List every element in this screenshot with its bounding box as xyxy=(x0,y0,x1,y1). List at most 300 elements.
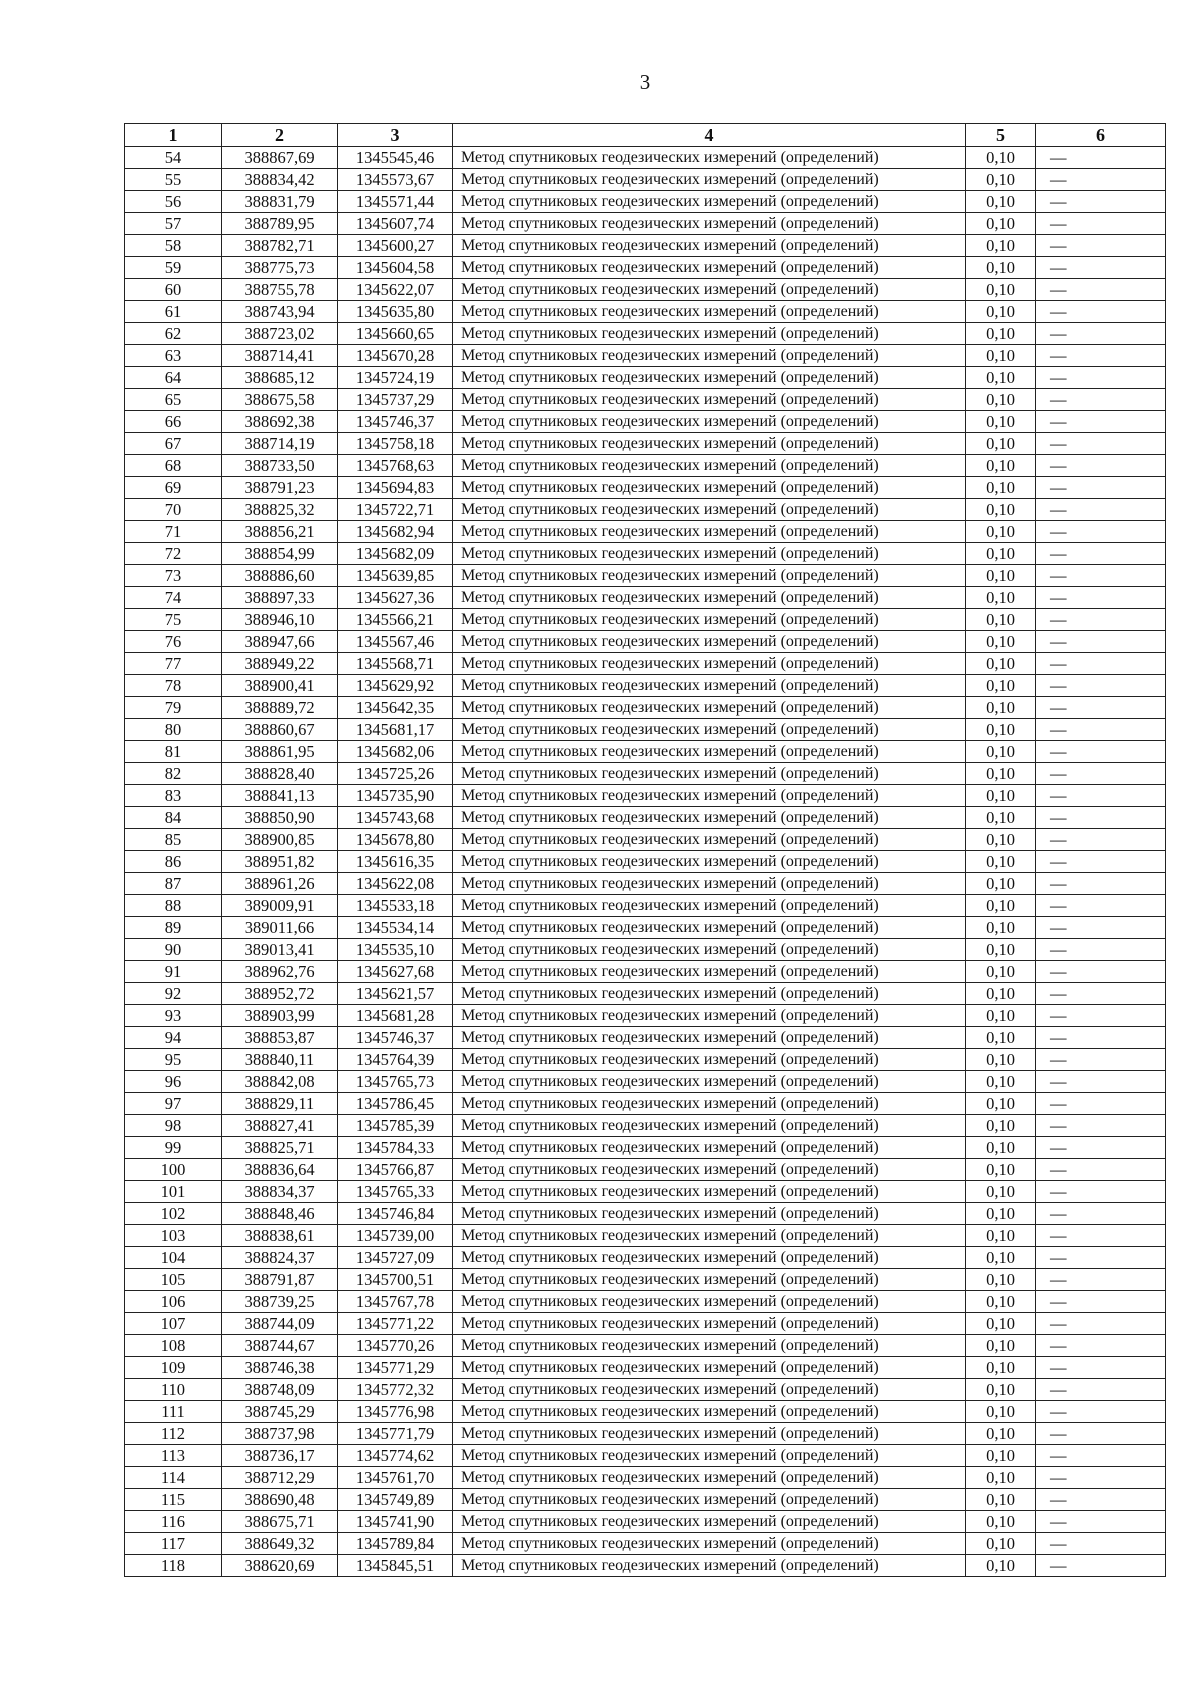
table-row xyxy=(125,1071,1166,1093)
method-cell: Метод спутниковых геодезических измерений (определений) xyxy=(453,719,966,741)
coordinate-y: 1345545,46 xyxy=(338,147,453,169)
coordinate-x: 388867,69 xyxy=(222,147,338,169)
accuracy-cell: 0,10 xyxy=(966,1379,1036,1401)
accuracy-cell: 0,10 xyxy=(966,1511,1036,1533)
point-number: 97 xyxy=(125,1093,222,1115)
table-row xyxy=(125,1269,1166,1291)
accuracy-cell: 0,10 xyxy=(966,1357,1036,1379)
point-number: 108 xyxy=(125,1335,222,1357)
dash-cell: — xyxy=(1036,1423,1166,1445)
coordinate-y: 1345727,09 xyxy=(338,1247,453,1269)
table-row xyxy=(125,1313,1166,1335)
accuracy-cell: 0,10 xyxy=(966,1467,1036,1489)
dash-cell: — xyxy=(1036,1181,1166,1203)
method-cell: Метод спутниковых геодезических измерений (определений) xyxy=(453,1357,966,1379)
accuracy-cell: 0,10 xyxy=(966,1225,1036,1247)
coordinate-x: 388733,50 xyxy=(222,455,338,477)
table-header-row xyxy=(125,124,1166,147)
coordinate-x: 388690,48 xyxy=(222,1489,338,1511)
dash-cell: — xyxy=(1036,1137,1166,1159)
table-row xyxy=(125,939,1166,961)
dash-cell: — xyxy=(1036,763,1166,785)
dash-cell: — xyxy=(1036,1049,1166,1071)
method-cell: Метод спутниковых геодезических измерений (определений) xyxy=(453,1335,966,1357)
dash-cell: — xyxy=(1036,499,1166,521)
table-row xyxy=(125,477,1166,499)
coordinate-y: 1345725,26 xyxy=(338,763,453,785)
dash-cell: — xyxy=(1036,587,1166,609)
table-row xyxy=(125,147,1166,169)
coordinate-x: 388775,73 xyxy=(222,257,338,279)
point-number: 95 xyxy=(125,1049,222,1071)
coordinate-y: 1345739,00 xyxy=(338,1225,453,1247)
accuracy-cell: 0,10 xyxy=(966,1071,1036,1093)
table-row xyxy=(125,587,1166,609)
table-row xyxy=(125,499,1166,521)
coordinate-y: 1345761,70 xyxy=(338,1467,453,1489)
method-cell: Метод спутниковых геодезических измерений (определений) xyxy=(453,1093,966,1115)
point-number: 88 xyxy=(125,895,222,917)
table-row xyxy=(125,1291,1166,1313)
accuracy-cell: 0,10 xyxy=(966,697,1036,719)
dash-cell: — xyxy=(1036,1533,1166,1555)
table-row xyxy=(125,1181,1166,1203)
point-number: 55 xyxy=(125,169,222,191)
dash-cell: — xyxy=(1036,367,1166,389)
accuracy-cell: 0,10 xyxy=(966,763,1036,785)
dash-cell: — xyxy=(1036,147,1166,169)
header-col-1: 1 xyxy=(125,124,222,147)
coordinate-x: 388949,22 xyxy=(222,653,338,675)
table-row xyxy=(125,411,1166,433)
coordinate-y: 1345694,83 xyxy=(338,477,453,499)
coordinate-y: 1345627,36 xyxy=(338,587,453,609)
coordinate-x: 388900,85 xyxy=(222,829,338,851)
method-cell: Метод спутниковых геодезических измерений (определений) xyxy=(453,1005,966,1027)
accuracy-cell: 0,10 xyxy=(966,741,1036,763)
method-cell: Метод спутниковых геодезических измерений (определений) xyxy=(453,1115,966,1137)
point-number: 104 xyxy=(125,1247,222,1269)
point-number: 71 xyxy=(125,521,222,543)
coordinate-x: 388748,09 xyxy=(222,1379,338,1401)
accuracy-cell: 0,10 xyxy=(966,1181,1036,1203)
method-cell: Метод спутниковых геодезических измерений (определений) xyxy=(453,301,966,323)
accuracy-cell: 0,10 xyxy=(966,829,1036,851)
point-number: 117 xyxy=(125,1533,222,1555)
dash-cell: — xyxy=(1036,235,1166,257)
table-row xyxy=(125,191,1166,213)
coordinate-x: 388824,37 xyxy=(222,1247,338,1269)
method-cell: Метод спутниковых геодезических измерений (определений) xyxy=(453,1247,966,1269)
dash-cell: — xyxy=(1036,1247,1166,1269)
coordinate-y: 1345771,29 xyxy=(338,1357,453,1379)
point-number: 111 xyxy=(125,1401,222,1423)
dash-cell: — xyxy=(1036,1489,1166,1511)
coordinate-y: 1345670,28 xyxy=(338,345,453,367)
point-number: 94 xyxy=(125,1027,222,1049)
coordinate-y: 1345681,17 xyxy=(338,719,453,741)
point-number: 66 xyxy=(125,411,222,433)
coordinate-y: 1345660,65 xyxy=(338,323,453,345)
accuracy-cell: 0,10 xyxy=(966,433,1036,455)
coordinate-x: 388789,95 xyxy=(222,213,338,235)
point-number: 73 xyxy=(125,565,222,587)
method-cell: Метод спутниковых геодезических измерений (определений) xyxy=(453,169,966,191)
coordinate-x: 388745,29 xyxy=(222,1401,338,1423)
table-row xyxy=(125,675,1166,697)
coordinate-x: 388853,87 xyxy=(222,1027,338,1049)
point-number: 59 xyxy=(125,257,222,279)
method-cell: Метод спутниковых геодезических измерений (определений) xyxy=(453,1489,966,1511)
method-cell: Метод спутниковых геодезических измерений (определений) xyxy=(453,1511,966,1533)
point-number: 57 xyxy=(125,213,222,235)
accuracy-cell: 0,10 xyxy=(966,807,1036,829)
table-row xyxy=(125,521,1166,543)
dash-cell: — xyxy=(1036,697,1166,719)
point-number: 103 xyxy=(125,1225,222,1247)
coordinate-x: 388961,26 xyxy=(222,873,338,895)
point-number: 100 xyxy=(125,1159,222,1181)
dash-cell: — xyxy=(1036,719,1166,741)
dash-cell: — xyxy=(1036,1203,1166,1225)
method-cell: Метод спутниковых геодезических измерений (определений) xyxy=(453,939,966,961)
dash-cell: — xyxy=(1036,1115,1166,1137)
method-cell: Метод спутниковых геодезических измерений (определений) xyxy=(453,433,966,455)
point-number: 69 xyxy=(125,477,222,499)
coordinate-x: 388886,60 xyxy=(222,565,338,587)
coordinate-x: 388825,32 xyxy=(222,499,338,521)
method-cell: Метод спутниковых геодезических измерений (определений) xyxy=(453,565,966,587)
dash-cell: — xyxy=(1036,1555,1166,1577)
coordinate-y: 1345566,21 xyxy=(338,609,453,631)
method-cell: Метод спутниковых геодезических измерений (определений) xyxy=(453,1423,966,1445)
table-row xyxy=(125,1357,1166,1379)
header-col-4: 4 xyxy=(453,124,966,147)
coordinate-y: 1345534,14 xyxy=(338,917,453,939)
dash-cell: — xyxy=(1036,301,1166,323)
method-cell: Метод спутниковых геодезических измерений (определений) xyxy=(453,499,966,521)
method-cell: Метод спутниковых геодезических измерений (определений) xyxy=(453,917,966,939)
coordinate-y: 1345682,09 xyxy=(338,543,453,565)
coordinate-y: 1345746,37 xyxy=(338,1027,453,1049)
dash-cell: — xyxy=(1036,1335,1166,1357)
point-number: 81 xyxy=(125,741,222,763)
method-cell: Метод спутниковых геодезических измерений (определений) xyxy=(453,543,966,565)
coordinate-y: 1345571,44 xyxy=(338,191,453,213)
table-row xyxy=(125,543,1166,565)
accuracy-cell: 0,10 xyxy=(966,983,1036,1005)
dash-cell: — xyxy=(1036,345,1166,367)
coordinate-y: 1345724,19 xyxy=(338,367,453,389)
accuracy-cell: 0,10 xyxy=(966,345,1036,367)
accuracy-cell: 0,10 xyxy=(966,917,1036,939)
coordinate-x: 388791,23 xyxy=(222,477,338,499)
dash-cell: — xyxy=(1036,543,1166,565)
accuracy-cell: 0,10 xyxy=(966,1533,1036,1555)
coordinate-x: 389009,91 xyxy=(222,895,338,917)
point-number: 56 xyxy=(125,191,222,213)
accuracy-cell: 0,10 xyxy=(966,389,1036,411)
accuracy-cell: 0,10 xyxy=(966,565,1036,587)
table-row xyxy=(125,257,1166,279)
point-number: 67 xyxy=(125,433,222,455)
method-cell: Метод спутниковых геодезических измерений (определений) xyxy=(453,1533,966,1555)
table-row xyxy=(125,345,1166,367)
dash-cell: — xyxy=(1036,675,1166,697)
dash-cell: — xyxy=(1036,851,1166,873)
accuracy-cell: 0,10 xyxy=(966,213,1036,235)
coordinate-y: 1345635,80 xyxy=(338,301,453,323)
accuracy-cell: 0,10 xyxy=(966,785,1036,807)
table-row xyxy=(125,741,1166,763)
point-number: 78 xyxy=(125,675,222,697)
coordinate-y: 1345845,51 xyxy=(338,1555,453,1577)
dash-cell: — xyxy=(1036,1511,1166,1533)
table-row xyxy=(125,565,1166,587)
method-cell: Метод спутниковых геодезических измерений (определений) xyxy=(453,1445,966,1467)
coordinate-y: 1345700,51 xyxy=(338,1269,453,1291)
coordinate-y: 1345766,87 xyxy=(338,1159,453,1181)
dash-cell: — xyxy=(1036,1401,1166,1423)
point-number: 113 xyxy=(125,1445,222,1467)
coordinate-x: 388723,02 xyxy=(222,323,338,345)
coordinate-x: 388620,69 xyxy=(222,1555,338,1577)
method-cell: Метод спутниковых геодезических измерений (определений) xyxy=(453,213,966,235)
method-cell: Метод спутниковых геодезических измерений (определений) xyxy=(453,983,966,1005)
dash-cell: — xyxy=(1036,917,1166,939)
coordinate-y: 1345776,98 xyxy=(338,1401,453,1423)
coordinate-y: 1345573,67 xyxy=(338,169,453,191)
coordinate-x: 388841,13 xyxy=(222,785,338,807)
coordinate-x: 388850,90 xyxy=(222,807,338,829)
coordinate-x: 388829,11 xyxy=(222,1093,338,1115)
point-number: 61 xyxy=(125,301,222,323)
coordinate-x: 388736,17 xyxy=(222,1445,338,1467)
table-row xyxy=(125,961,1166,983)
accuracy-cell: 0,10 xyxy=(966,1401,1036,1423)
method-cell: Метод спутниковых геодезических измерений (определений) xyxy=(453,345,966,367)
accuracy-cell: 0,10 xyxy=(966,499,1036,521)
point-number: 80 xyxy=(125,719,222,741)
method-cell: Метод спутниковых геодезических измерений (определений) xyxy=(453,477,966,499)
table-row xyxy=(125,1049,1166,1071)
coordinate-x: 388746,38 xyxy=(222,1357,338,1379)
coordinate-y: 1345785,39 xyxy=(338,1115,453,1137)
coordinate-y: 1345682,94 xyxy=(338,521,453,543)
dash-cell: — xyxy=(1036,565,1166,587)
dash-cell: — xyxy=(1036,323,1166,345)
coordinate-y: 1345765,33 xyxy=(338,1181,453,1203)
coordinate-x: 388834,37 xyxy=(222,1181,338,1203)
coordinate-y: 1345749,89 xyxy=(338,1489,453,1511)
dash-cell: — xyxy=(1036,257,1166,279)
table-row xyxy=(125,1379,1166,1401)
point-number: 107 xyxy=(125,1313,222,1335)
accuracy-cell: 0,10 xyxy=(966,873,1036,895)
dash-cell: — xyxy=(1036,477,1166,499)
coordinate-x: 388791,87 xyxy=(222,1269,338,1291)
method-cell: Метод спутниковых геодезических измерений (определений) xyxy=(453,873,966,895)
accuracy-cell: 0,10 xyxy=(966,1115,1036,1137)
dash-cell: — xyxy=(1036,1291,1166,1313)
dash-cell: — xyxy=(1036,455,1166,477)
point-number: 62 xyxy=(125,323,222,345)
accuracy-cell: 0,10 xyxy=(966,609,1036,631)
accuracy-cell: 0,10 xyxy=(966,1423,1036,1445)
coordinate-y: 1345639,85 xyxy=(338,565,453,587)
coordinate-x: 388854,99 xyxy=(222,543,338,565)
accuracy-cell: 0,10 xyxy=(966,257,1036,279)
method-cell: Метод спутниковых геодезических измерений (определений) xyxy=(453,807,966,829)
point-number: 54 xyxy=(125,147,222,169)
coordinate-x: 388782,71 xyxy=(222,235,338,257)
dash-cell: — xyxy=(1036,1357,1166,1379)
method-cell: Метод спутниковых геодезических измерений (определений) xyxy=(453,1269,966,1291)
dash-cell: — xyxy=(1036,389,1166,411)
table-row xyxy=(125,829,1166,851)
dash-cell: — xyxy=(1036,1313,1166,1335)
coordinate-y: 1345682,06 xyxy=(338,741,453,763)
table-row xyxy=(125,1247,1166,1269)
coordinate-y: 1345774,62 xyxy=(338,1445,453,1467)
accuracy-cell: 0,10 xyxy=(966,851,1036,873)
method-cell: Метод спутниковых геодезических измерений (определений) xyxy=(453,235,966,257)
coordinate-y: 1345622,07 xyxy=(338,279,453,301)
method-cell: Метод спутниковых геодезических измерений (определений) xyxy=(453,741,966,763)
dash-cell: — xyxy=(1036,785,1166,807)
accuracy-cell: 0,10 xyxy=(966,1137,1036,1159)
coordinate-y: 1345621,57 xyxy=(338,983,453,1005)
accuracy-cell: 0,10 xyxy=(966,1313,1036,1335)
accuracy-cell: 0,10 xyxy=(966,235,1036,257)
coordinate-x: 388744,09 xyxy=(222,1313,338,1335)
point-number: 85 xyxy=(125,829,222,851)
point-number: 60 xyxy=(125,279,222,301)
accuracy-cell: 0,10 xyxy=(966,631,1036,653)
table-row xyxy=(125,1203,1166,1225)
point-number: 110 xyxy=(125,1379,222,1401)
accuracy-cell: 0,10 xyxy=(966,1269,1036,1291)
table-row xyxy=(125,851,1166,873)
coordinate-x: 388947,66 xyxy=(222,631,338,653)
table-row xyxy=(125,1093,1166,1115)
accuracy-cell: 0,10 xyxy=(966,1159,1036,1181)
accuracy-cell: 0,10 xyxy=(966,719,1036,741)
coordinate-x: 388744,67 xyxy=(222,1335,338,1357)
point-number: 114 xyxy=(125,1467,222,1489)
accuracy-cell: 0,10 xyxy=(966,1335,1036,1357)
accuracy-cell: 0,10 xyxy=(966,147,1036,169)
method-cell: Метод спутниковых геодезических измерений (определений) xyxy=(453,1555,966,1577)
method-cell: Метод спутниковых геодезических измерений (определений) xyxy=(453,961,966,983)
accuracy-cell: 0,10 xyxy=(966,521,1036,543)
coordinate-y: 1345764,39 xyxy=(338,1049,453,1071)
method-cell: Метод спутниковых геодезических измерений (определений) xyxy=(453,1049,966,1071)
table-row xyxy=(125,1137,1166,1159)
table-row xyxy=(125,763,1166,785)
method-cell: Метод спутниковых геодезических измерений (определений) xyxy=(453,587,966,609)
method-cell: Метод спутниковых геодезических измерений (определений) xyxy=(453,1313,966,1335)
point-number: 102 xyxy=(125,1203,222,1225)
method-cell: Метод спутниковых геодезических измерений (определений) xyxy=(453,675,966,697)
coordinate-x: 388649,32 xyxy=(222,1533,338,1555)
table-row xyxy=(125,1555,1166,1577)
point-number: 65 xyxy=(125,389,222,411)
point-number: 96 xyxy=(125,1071,222,1093)
coordinate-y: 1345770,26 xyxy=(338,1335,453,1357)
point-number: 82 xyxy=(125,763,222,785)
coordinates-table xyxy=(124,123,1166,1577)
coordinate-x: 388903,99 xyxy=(222,1005,338,1027)
coordinate-x: 388825,71 xyxy=(222,1137,338,1159)
dash-cell: — xyxy=(1036,631,1166,653)
method-cell: Метод спутниковых геодезических измерений (определений) xyxy=(453,1203,966,1225)
accuracy-cell: 0,10 xyxy=(966,1291,1036,1313)
point-number: 84 xyxy=(125,807,222,829)
accuracy-cell: 0,10 xyxy=(966,477,1036,499)
coordinate-x: 388848,46 xyxy=(222,1203,338,1225)
coordinate-y: 1345607,74 xyxy=(338,213,453,235)
coordinate-y: 1345765,73 xyxy=(338,1071,453,1093)
accuracy-cell: 0,10 xyxy=(966,1093,1036,1115)
coordinate-x: 388755,78 xyxy=(222,279,338,301)
accuracy-cell: 0,10 xyxy=(966,323,1036,345)
dash-cell: — xyxy=(1036,1005,1166,1027)
coordinate-y: 1345767,78 xyxy=(338,1291,453,1313)
table-row xyxy=(125,873,1166,895)
coordinate-y: 1345746,84 xyxy=(338,1203,453,1225)
coordinate-y: 1345735,90 xyxy=(338,785,453,807)
method-cell: Метод спутниковых геодезических измерений (определений) xyxy=(453,1401,966,1423)
dash-cell: — xyxy=(1036,169,1166,191)
dash-cell: — xyxy=(1036,411,1166,433)
accuracy-cell: 0,10 xyxy=(966,653,1036,675)
coordinate-x: 388712,29 xyxy=(222,1467,338,1489)
method-cell: Метод спутниковых геодезических измерений (определений) xyxy=(453,455,966,477)
coordinate-x: 388897,33 xyxy=(222,587,338,609)
table-row xyxy=(125,631,1166,653)
coordinate-x: 388900,41 xyxy=(222,675,338,697)
table-row xyxy=(125,1225,1166,1247)
dash-cell: — xyxy=(1036,1225,1166,1247)
point-number: 105 xyxy=(125,1269,222,1291)
table-row xyxy=(125,1467,1166,1489)
dash-cell: — xyxy=(1036,1093,1166,1115)
table-row xyxy=(125,1401,1166,1423)
coordinate-y: 1345568,71 xyxy=(338,653,453,675)
table-row xyxy=(125,301,1166,323)
accuracy-cell: 0,10 xyxy=(966,1247,1036,1269)
coordinate-y: 1345678,80 xyxy=(338,829,453,851)
method-cell: Метод спутниковых геодезических измерений (определений) xyxy=(453,851,966,873)
coordinate-y: 1345567,46 xyxy=(338,631,453,653)
coordinate-y: 1345743,68 xyxy=(338,807,453,829)
point-number: 79 xyxy=(125,697,222,719)
point-number: 99 xyxy=(125,1137,222,1159)
coordinate-x: 388834,42 xyxy=(222,169,338,191)
table-body xyxy=(125,147,1166,1577)
method-cell: Метод спутниковых геодезических измерений (определений) xyxy=(453,653,966,675)
method-cell: Метод спутниковых геодезических измерений (определений) xyxy=(453,323,966,345)
dash-cell: — xyxy=(1036,1027,1166,1049)
table-row xyxy=(125,1533,1166,1555)
method-cell: Метод спутниковых геодезических измерений (определений) xyxy=(453,631,966,653)
coordinate-x: 388692,38 xyxy=(222,411,338,433)
point-number: 75 xyxy=(125,609,222,631)
point-number: 106 xyxy=(125,1291,222,1313)
coordinate-y: 1345741,90 xyxy=(338,1511,453,1533)
table-row xyxy=(125,653,1166,675)
